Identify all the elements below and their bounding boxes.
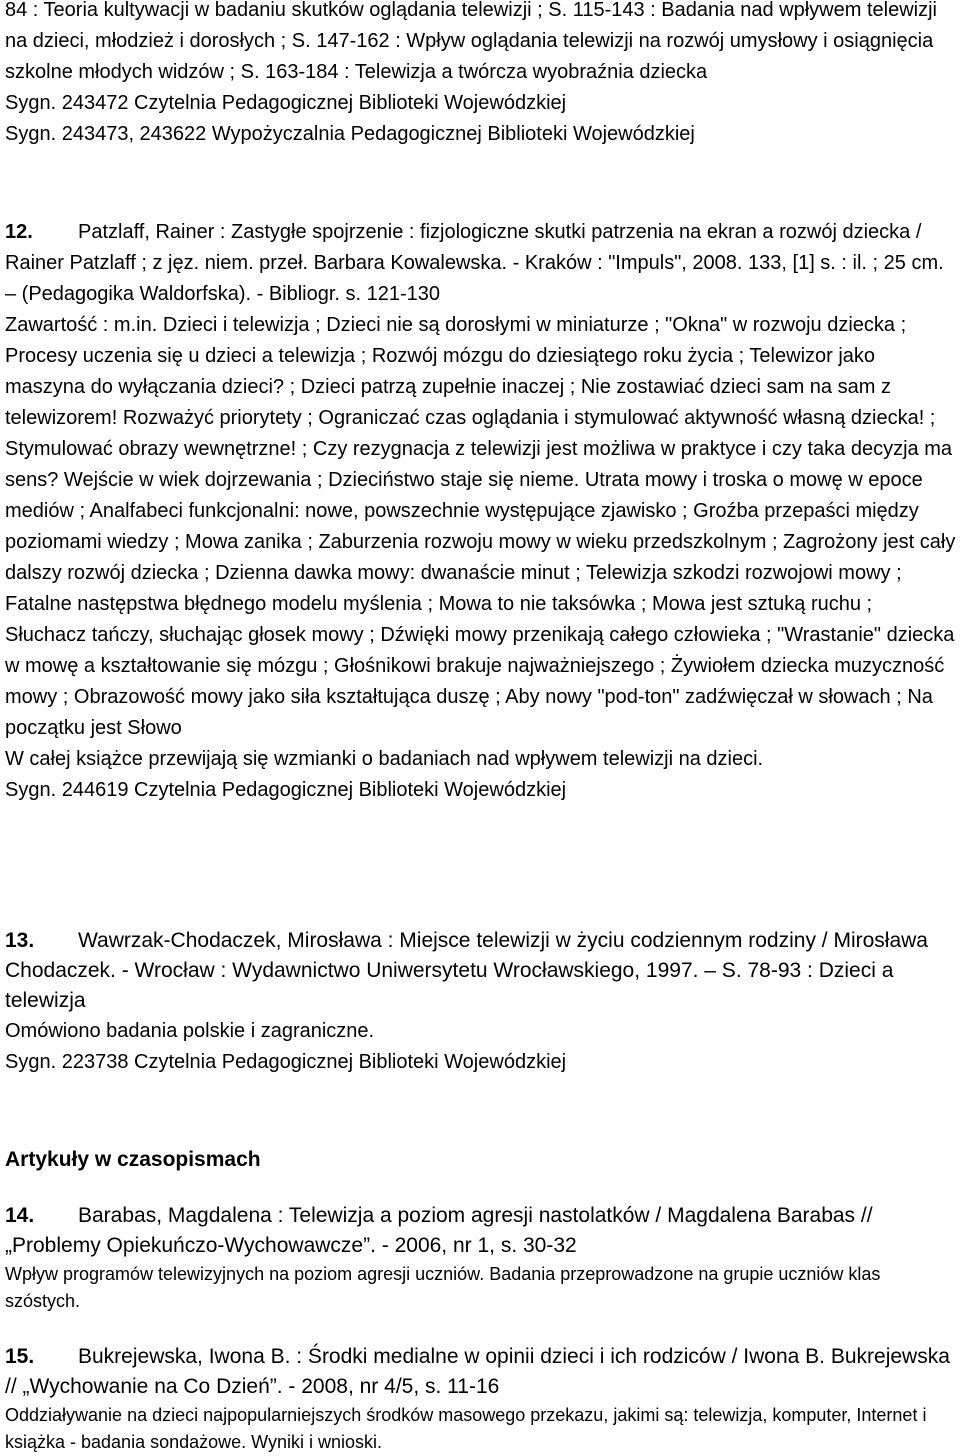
entry-12-citation-para — [5, 217, 958, 310]
entry-14-note: Wpływ programów telewizyjnych na poziom agresji uczniów. Badania przeprowadzone na grupie uczniów klas szóstych. — [5, 1264, 881, 1311]
entry-14-citation-para — [5, 1201, 958, 1261]
entry-15-number: 15. — [5, 1345, 35, 1368]
entry-13-citation: Wawrzak-Chodaczek, Mirosława : Miejsce telewizji w życiu codziennym rodziny / Mirosława Chodaczek. - Wrocław : Wydawnictwo Uniwersytetu Wrocławskiego, 1997. ‒ S. 78-93 : Dzieci a telewizja — [5, 929, 928, 1012]
entry-13-number: 13. — [5, 929, 35, 952]
entry-12-contents-label: Zawartość : m.in. — [5, 314, 163, 336]
entry-15-citation: Bukrejewska, Iwona B. : Środki medialne w opinii dzieci i ich rodziców / Iwona B. Bukrejewska // „Wychowanie na Co Dzień”. - 2008, nr 4/5, s. 11-16 — [5, 1345, 950, 1398]
entry-14 — [5, 1201, 958, 1315]
entry-13 — [5, 926, 958, 1078]
entry-12-citation: Patzlaff, Rainer : Zastygłe spojrzenie : fizjologiczne skutki patrzenia na ekran a rozwój dziecka / Rainer Patzlaff ; z jęz. niem. przeł. Barbara Kowalewska. - Kraków : "Impuls", 2008. 133, [1] s. : il. ; 25 cm. ‒ (Pedagogika Waldorfska). - Bibliogr. s. 121-130 — [5, 221, 944, 305]
entry-12-note: W całej książce przewijają się wzmianki o badaniach nad wpływem telewizji na dzieci. — [5, 748, 764, 770]
entry-13-note: Omówiono badania polskie i zagraniczne. — [5, 1020, 375, 1042]
entry-12-contents: Dzieci i telewizja ; Dzieci nie są dorosłymi w miniaturze ; "Okna" w rozwoju dziecka ; Procesy uczenia się u dzieci a telewizja ; Rozwój mózgu do dziesiątego roku życia ; Telewizor jako maszyna do wyłączania dzieci? ; Dzieci patrzą zupełnie inaczej ; Nie zostawiać dzieci sam na sam z telewizorem! Rozważyć priorytety ; Ograniczać czas oglądania i stymulować aktywność własną dziecka! ; Stymulować obrazy wewnętrzne! ; Czy rezygnacja z telewizji jest możliwa w praktyce i czy taka decyzja ma sens? Wejście w wiek dojrzewania ; Dzieciństwo staje się nieme. Utrata mowy i troska o mowę w epoce mediów ; Analfabeci funkcjonalni: nowe, powszechnie występujące zjawisko ; Groźba przepaści między poziomami wiedzy ; Mowa zanika ; Zaburzenia rozwoju mowy w wieku przedszkolnym ; Zagrożony jest cały dalszy rozwój dziecka ; Dzienna dawka mowy: dwanaście minut ; Telewizja szkodzi rozwojowi mowy ; Fatalne następstwa błędnego modelu myślenia ; Mowa to nie taksówka ; Mowa jest sztuką ruchu ; Słuchacz tańczy, słuchając głosek mowy ; Dźwięki mowy przenikają całego człowieka ; "Wrastanie" dziecka w mowę a kształtowanie się mózgu ; Głośnikowi brakuje najważniejszego ; Żywiołem dziecka muzyczność mowy ; Obrazowość mowy jako siła kształtująca duszę ; Aby nowy "pod-ton" zadźwięczał w słowach ; Na początku jest Słowo — [5, 314, 956, 739]
entry-13-citation-para — [5, 926, 958, 1016]
entry-14-citation: Barabas, Magdalena : Telewizja a poziom agresji nastolatków / Magdalena Barabas // „Problemy Opiekuńczo-Wychowawcze”. - 2006, nr 1, s. 30-32 — [5, 1204, 873, 1257]
section-heading: Artykuły w czasopismach — [5, 1148, 261, 1171]
entry-14-number: 14. — [5, 1204, 35, 1227]
entry-12-signature: Sygn. 244619 Czytelnia Pedagogicznej Biblioteki Wojewódzkiej — [5, 779, 567, 801]
entry-12-number: 12. — [5, 221, 33, 243]
entry-11-signature-2: Sygn. 243473, 243622 Wypożyczalnia Pedagogicznej Biblioteki Wojewódzkiej — [5, 123, 695, 145]
entry-12-contents-para — [5, 310, 958, 744]
entry-15-citation-para — [5, 1342, 958, 1402]
entry-15 — [5, 1342, 958, 1456]
entry-11-signature-1: Sygn. 243472 Czytelnia Pedagogicznej Biblioteki Wojewódzkiej — [5, 92, 567, 114]
entry-11-contents: 84 : Teoria kultywacji w badaniu skutków oglądania telewizji ; S. 115-143 : Badania nad wpływem telewizji na dzieci, młodzież i dorosłych ; S. 147-162 : Wpływ oglądania telewizji na rozwój umysłowy i osiągnięcia szkolne młodych widzów ; S. 163-184 : Telewizja a twórcza wyobraźnia dziecka — [5, 0, 937, 83]
entry-11 — [5, 0, 958, 150]
entry-15-note: Oddziaływanie na dzieci najpopularniejszych środków masowego przekazu, jakimi są: telewizja, komputer, Internet i książka - badania sondażowe. Wyniki i wnioski. — [5, 1405, 927, 1452]
entry-12 — [5, 217, 958, 806]
entry-13-signature: Sygn. 223738 Czytelnia Pedagogicznej Biblioteki Wojewódzkiej — [5, 1051, 567, 1073]
